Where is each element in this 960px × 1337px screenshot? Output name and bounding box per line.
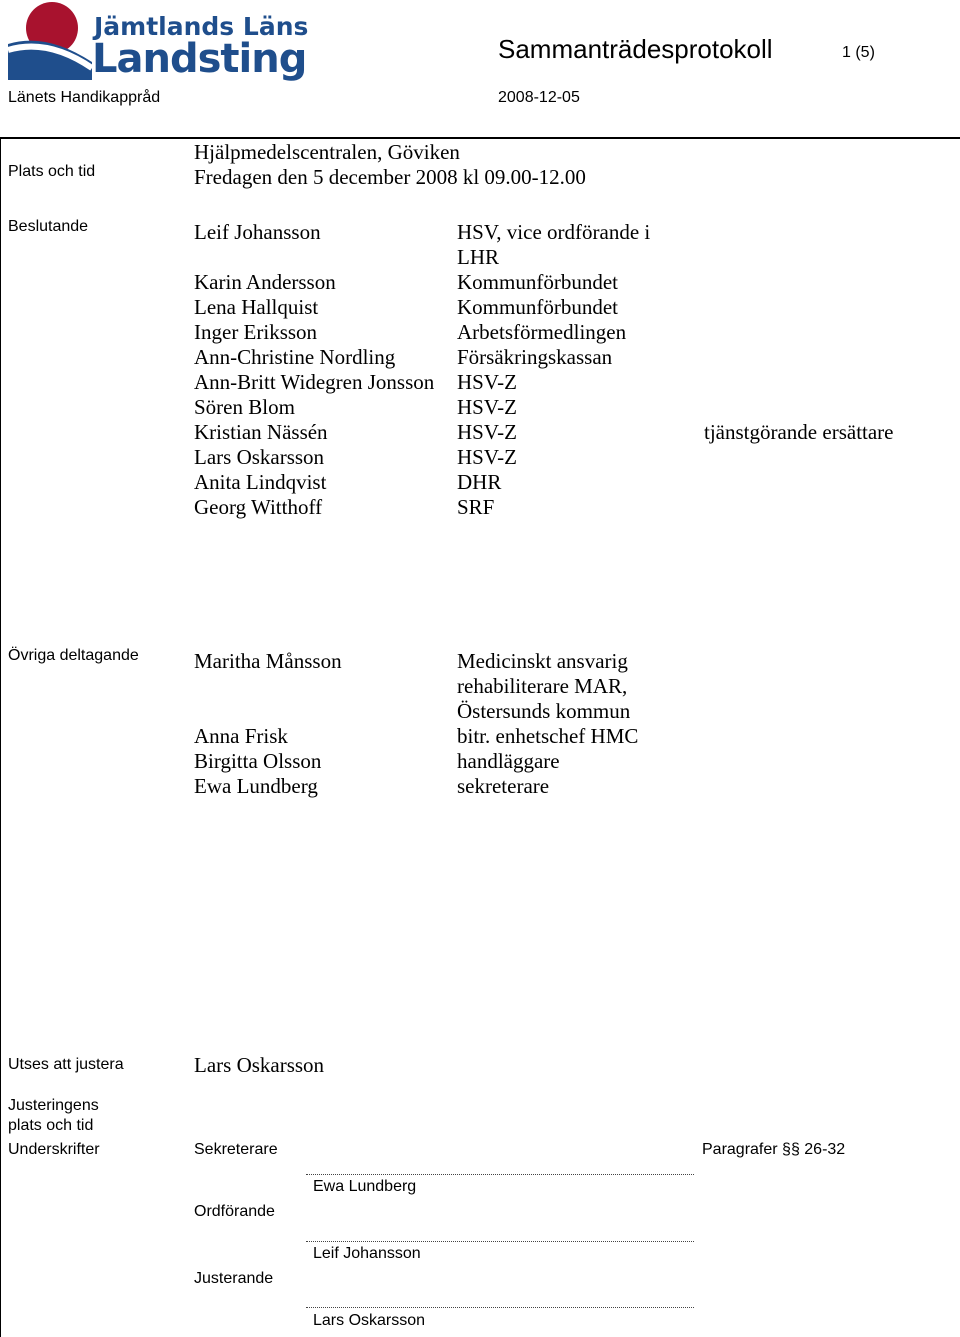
member-org: Kommunförbundet bbox=[457, 270, 618, 294]
header-rule bbox=[0, 137, 960, 139]
member-org: HSV-Z bbox=[457, 420, 517, 444]
member-org: LHR bbox=[457, 245, 499, 269]
member-org: Arbetsförmedlingen bbox=[457, 320, 627, 344]
ovriga-label: Övriga deltagande bbox=[8, 647, 139, 664]
meeting-date: 2008-12-05 bbox=[498, 89, 580, 106]
member-org: HSV-Z bbox=[457, 395, 517, 419]
plats-line2: Fredagen den 5 december 2008 kl 09.00-12.00 bbox=[194, 165, 586, 189]
plats-line1: Hjälpmedelscentralen, Göviken bbox=[194, 140, 460, 164]
member-org: Kommunförbundet bbox=[457, 295, 618, 319]
member-name: Ann-Christine Nordling bbox=[194, 345, 396, 369]
participant-name: Maritha Månsson bbox=[194, 649, 342, 673]
member-name: Inger Eriksson bbox=[194, 320, 318, 344]
member-name: Georg Witthoff bbox=[194, 495, 323, 519]
participant-name: Ewa Lundberg bbox=[194, 774, 318, 798]
margin-rule bbox=[0, 137, 1, 1337]
member-org: HSV-Z bbox=[457, 370, 517, 394]
adjuster-label: Justerande bbox=[194, 1270, 274, 1287]
chair-signature-line bbox=[306, 1241, 694, 1242]
chair-label: Ordförande bbox=[194, 1203, 275, 1220]
adjuster-signature-line bbox=[306, 1307, 694, 1308]
secretary-label: Sekreterare bbox=[194, 1141, 278, 1158]
participant-role: Medicinskt ansvarig bbox=[457, 649, 628, 673]
member-org: HSV, vice ordförande i bbox=[457, 220, 651, 244]
participant-role: sekreterare bbox=[457, 774, 550, 798]
member-name: Leif Johansson bbox=[194, 220, 321, 244]
page-number: 1 (5) bbox=[842, 44, 875, 61]
logo-text-line1: Jämtlands Läns bbox=[94, 12, 309, 41]
member-name: Kristian Nässén bbox=[194, 420, 328, 444]
member-name: Karin Andersson bbox=[194, 270, 336, 294]
justering-place-label: Justeringens bbox=[8, 1097, 99, 1114]
logo-text-line2: Landsting bbox=[92, 36, 307, 82]
organ-name: Länets Handikappråd bbox=[8, 89, 161, 106]
participant-role: rehabiliterare MAR, bbox=[457, 674, 628, 698]
justera-label: Utses att justera bbox=[8, 1056, 124, 1073]
justering-place-label-2: plats och tid bbox=[8, 1117, 94, 1134]
participant-role: bitr. enhetschef HMC bbox=[457, 724, 639, 748]
adjuster-name: Lars Oskarsson bbox=[313, 1312, 426, 1329]
member-name: Lena Hallquist bbox=[194, 295, 319, 319]
member-name: Lars Oskarsson bbox=[194, 445, 325, 469]
plats-label: Plats och tid bbox=[8, 163, 96, 180]
member-note: tjänstgörande ersättare bbox=[704, 420, 894, 444]
paragraphs-range: Paragrafer §§ 26-32 bbox=[702, 1141, 846, 1158]
beslutande-label: Beslutande bbox=[8, 218, 89, 235]
signatures-label: Underskrifter bbox=[8, 1141, 100, 1158]
member-org: DHR bbox=[457, 470, 502, 494]
participant-name: Anna Frisk bbox=[194, 724, 288, 748]
participant-role: handläggare bbox=[457, 749, 560, 773]
member-name: Sören Blom bbox=[194, 395, 295, 419]
participant-role: Östersunds kommun bbox=[457, 699, 631, 723]
member-name: Anita Lindqvist bbox=[194, 470, 327, 494]
member-org: HSV-Z bbox=[457, 445, 517, 469]
secretary-name: Ewa Lundberg bbox=[313, 1178, 417, 1195]
member-org: SRF bbox=[457, 495, 495, 519]
secretary-signature-line bbox=[306, 1174, 694, 1175]
member-org: Försäkringskassan bbox=[457, 345, 613, 369]
document-title: Sammanträdesprotokoll bbox=[498, 34, 773, 64]
chair-name: Leif Johansson bbox=[313, 1245, 421, 1262]
member-name: Ann-Britt Widegren Jonsson bbox=[194, 370, 435, 394]
justera-name: Lars Oskarsson bbox=[194, 1053, 325, 1077]
participant-name: Birgitta Olsson bbox=[194, 749, 322, 773]
